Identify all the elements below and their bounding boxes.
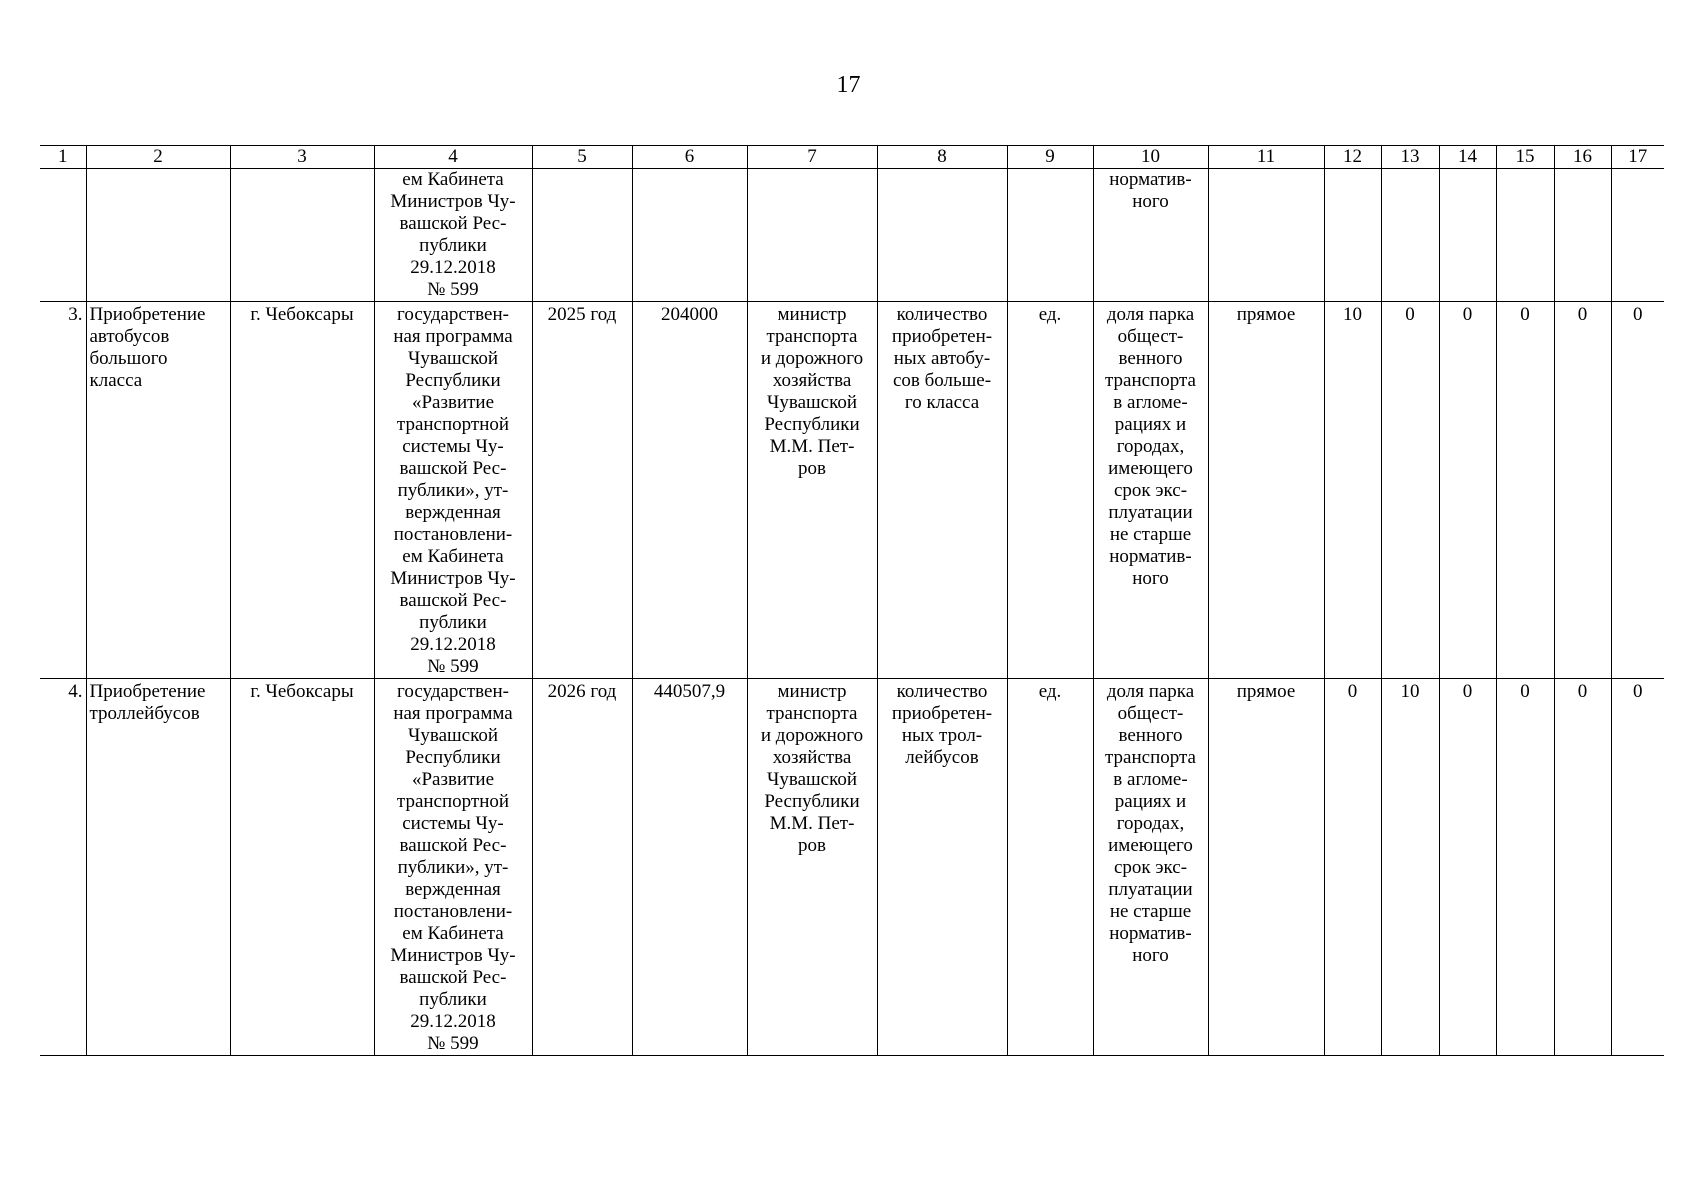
text-line: городах,	[1116, 436, 1185, 457]
program	[374, 302, 532, 679]
text-line: городах,	[1116, 813, 1185, 834]
column-header: 16	[1554, 146, 1611, 169]
text-line: венного	[1118, 348, 1183, 369]
text-line: транспортной	[396, 791, 510, 812]
text-line: ем Кабинета	[402, 546, 504, 567]
text-line: общест-	[1117, 326, 1184, 347]
value-14: 0	[1439, 302, 1496, 679]
text-line: венного	[1118, 725, 1183, 746]
text-line: вашской Рес-	[399, 590, 507, 611]
program-continuation	[374, 169, 532, 302]
text-line: лейбусов	[905, 747, 979, 768]
text-line: вашской Рес-	[399, 967, 507, 988]
column-header: 15	[1496, 146, 1554, 169]
text-line: Республики	[405, 747, 501, 768]
effect-type: прямое	[1208, 302, 1324, 679]
text-line: ная программа	[393, 326, 513, 347]
text-line: системы Чу-	[402, 813, 504, 834]
table-row	[40, 302, 1664, 679]
text-line: и дорожного	[760, 725, 864, 746]
column-header: 13	[1381, 146, 1439, 169]
column-header: 4	[374, 146, 532, 169]
row-number: 4.	[40, 679, 86, 1056]
text-line: Чувашской	[767, 392, 857, 413]
value-13: 0	[1381, 302, 1439, 679]
text-line: троллейбусов	[89, 703, 200, 724]
text-line: «Развитие	[411, 769, 495, 790]
text-line: ных трол-	[901, 725, 983, 746]
value-15: 0	[1496, 679, 1554, 1056]
column-header: 12	[1324, 146, 1381, 169]
amount: 440507,9	[632, 679, 747, 1056]
text-line: вержденная	[405, 879, 501, 900]
text-line: не старше	[1109, 524, 1192, 545]
text-line: приобретен-	[891, 703, 993, 724]
text-line: большого	[89, 348, 168, 369]
column-header: 17	[1611, 146, 1664, 169]
text-line: количество	[896, 304, 988, 325]
table-row	[40, 679, 1664, 1056]
unit: ед.	[1007, 302, 1093, 679]
text-line: рациях и	[1114, 791, 1187, 812]
text-line: хозяйства	[772, 370, 852, 391]
text-line: М.М. Пет-	[769, 813, 855, 834]
text-line: ных автобу-	[893, 348, 991, 369]
item-name	[86, 302, 230, 679]
text-line: транспорта	[766, 326, 858, 347]
value-17: 0	[1611, 302, 1664, 679]
value-17: 0	[1611, 679, 1664, 1056]
text-line: и дорожного	[760, 348, 864, 369]
text-line: ем Кабинета	[402, 169, 504, 190]
text-line: ем Кабинета	[402, 923, 504, 944]
effect-type: прямое	[1208, 679, 1324, 1056]
column-header: 2	[86, 146, 230, 169]
text-line: министр	[777, 304, 847, 325]
text-line: Приобретение	[89, 681, 206, 702]
text-line: вашской Рес-	[399, 835, 507, 856]
responsible	[747, 302, 877, 679]
effect-continuation	[1093, 169, 1208, 302]
text-line: плуатации	[1108, 502, 1193, 523]
text-line: системы Чу-	[402, 436, 504, 457]
effect	[1093, 679, 1208, 1056]
text-line: публики	[419, 235, 487, 256]
text-line: 29.12.2018	[410, 634, 496, 655]
text-line: приобретен-	[891, 326, 993, 347]
text-line: класса	[89, 370, 143, 391]
text-line: вержденная	[405, 502, 501, 523]
text-line: в агломе-	[1113, 769, 1188, 790]
text-line: срок экс-	[1113, 857, 1188, 878]
value-12: 0	[1324, 679, 1381, 1056]
text-line: норматив-	[1109, 169, 1192, 190]
text-line: Республики	[764, 791, 860, 812]
text-line: № 599	[427, 279, 479, 300]
text-line: норматив-	[1109, 923, 1192, 944]
value-12: 10	[1324, 302, 1381, 679]
text-line: постановлени-	[393, 901, 513, 922]
text-line: Чувашской	[408, 348, 498, 369]
text-line: государствен-	[397, 681, 509, 702]
column-header: 1	[40, 146, 86, 169]
text-line: транспорта	[1105, 370, 1196, 391]
text-line: вашской Рес-	[399, 458, 507, 479]
text-line: ров	[798, 458, 826, 479]
text-line: государствен-	[397, 304, 509, 325]
amount: 204000	[632, 302, 747, 679]
text-line: хозяйства	[772, 747, 852, 768]
text-line: публики	[419, 612, 487, 633]
column-header: 9	[1007, 146, 1093, 169]
column-header: 10	[1093, 146, 1208, 169]
indicator	[877, 302, 1007, 679]
text-line: № 599	[427, 1033, 479, 1054]
text-line: срок экс-	[1113, 480, 1188, 501]
table-row-continuation	[40, 169, 1664, 302]
text-line: министр	[777, 681, 847, 702]
place: г. Чебоксары	[230, 679, 374, 1056]
text-line: имеющего	[1108, 458, 1193, 479]
text-line: общест-	[1117, 703, 1184, 724]
text-line: ного	[1132, 568, 1169, 589]
column-header: 5	[532, 146, 632, 169]
text-line: ного	[1132, 945, 1169, 966]
text-line: публики	[419, 989, 487, 1010]
value-14: 0	[1439, 679, 1496, 1056]
column-header: 7	[747, 146, 877, 169]
value-16: 0	[1554, 679, 1611, 1056]
value-16: 0	[1554, 302, 1611, 679]
text-line: не старше	[1109, 901, 1192, 922]
unit: ед.	[1007, 679, 1093, 1056]
text-line: Республики	[405, 370, 501, 391]
value-15: 0	[1496, 302, 1554, 679]
text-line: № 599	[427, 656, 479, 677]
page-number: 17	[836, 72, 861, 98]
year: 2025 год	[532, 302, 632, 679]
row-number: 3.	[40, 302, 86, 679]
text-line: публики», ут-	[397, 480, 509, 501]
column-number-row	[40, 146, 1664, 169]
text-line: Министров Чу-	[390, 945, 516, 966]
text-line: Приобретение	[89, 304, 206, 325]
text-line: ного	[1132, 191, 1169, 212]
text-line: ная программа	[393, 703, 513, 724]
text-line: го класса	[904, 392, 980, 413]
data-table	[40, 145, 1664, 1056]
text-line: Чувашской	[408, 725, 498, 746]
text-line: транспортной	[396, 414, 510, 435]
text-line: 29.12.2018	[410, 1011, 496, 1032]
text-line: вашской Рес-	[399, 213, 507, 234]
text-line: «Развитие	[411, 392, 495, 413]
text-line: автобусов	[89, 326, 170, 347]
text-line: Чувашской	[767, 769, 857, 790]
program	[374, 679, 532, 1056]
text-line: Республики	[764, 414, 860, 435]
text-line: плуатации	[1108, 879, 1193, 900]
text-line: М.М. Пет-	[769, 436, 855, 457]
text-line: доля парка	[1106, 681, 1195, 702]
indicator	[877, 679, 1007, 1056]
item-name	[86, 679, 230, 1056]
column-header: 8	[877, 146, 1007, 169]
column-header: 3	[230, 146, 374, 169]
year: 2026 год	[532, 679, 632, 1056]
text-line: 29.12.2018	[410, 257, 496, 278]
text-line: доля парка	[1106, 304, 1195, 325]
column-header: 6	[632, 146, 747, 169]
column-header: 11	[1208, 146, 1324, 169]
responsible	[747, 679, 877, 1056]
text-line: постановлени-	[393, 524, 513, 545]
text-line: Министров Чу-	[390, 191, 516, 212]
text-line: сов больше-	[892, 370, 992, 391]
place: г. Чебоксары	[230, 302, 374, 679]
text-line: транспорта	[1105, 747, 1196, 768]
value-13: 10	[1381, 679, 1439, 1056]
text-line: Министров Чу-	[390, 568, 516, 589]
column-header: 14	[1439, 146, 1496, 169]
text-line: рациях и	[1114, 414, 1187, 435]
text-line: количество	[896, 681, 988, 702]
text-line: публики», ут-	[397, 857, 509, 878]
text-line: имеющего	[1108, 835, 1193, 856]
text-line: в агломе-	[1113, 392, 1188, 413]
text-line: ров	[798, 835, 826, 856]
effect	[1093, 302, 1208, 679]
text-line: транспорта	[766, 703, 858, 724]
text-line: норматив-	[1109, 546, 1192, 567]
